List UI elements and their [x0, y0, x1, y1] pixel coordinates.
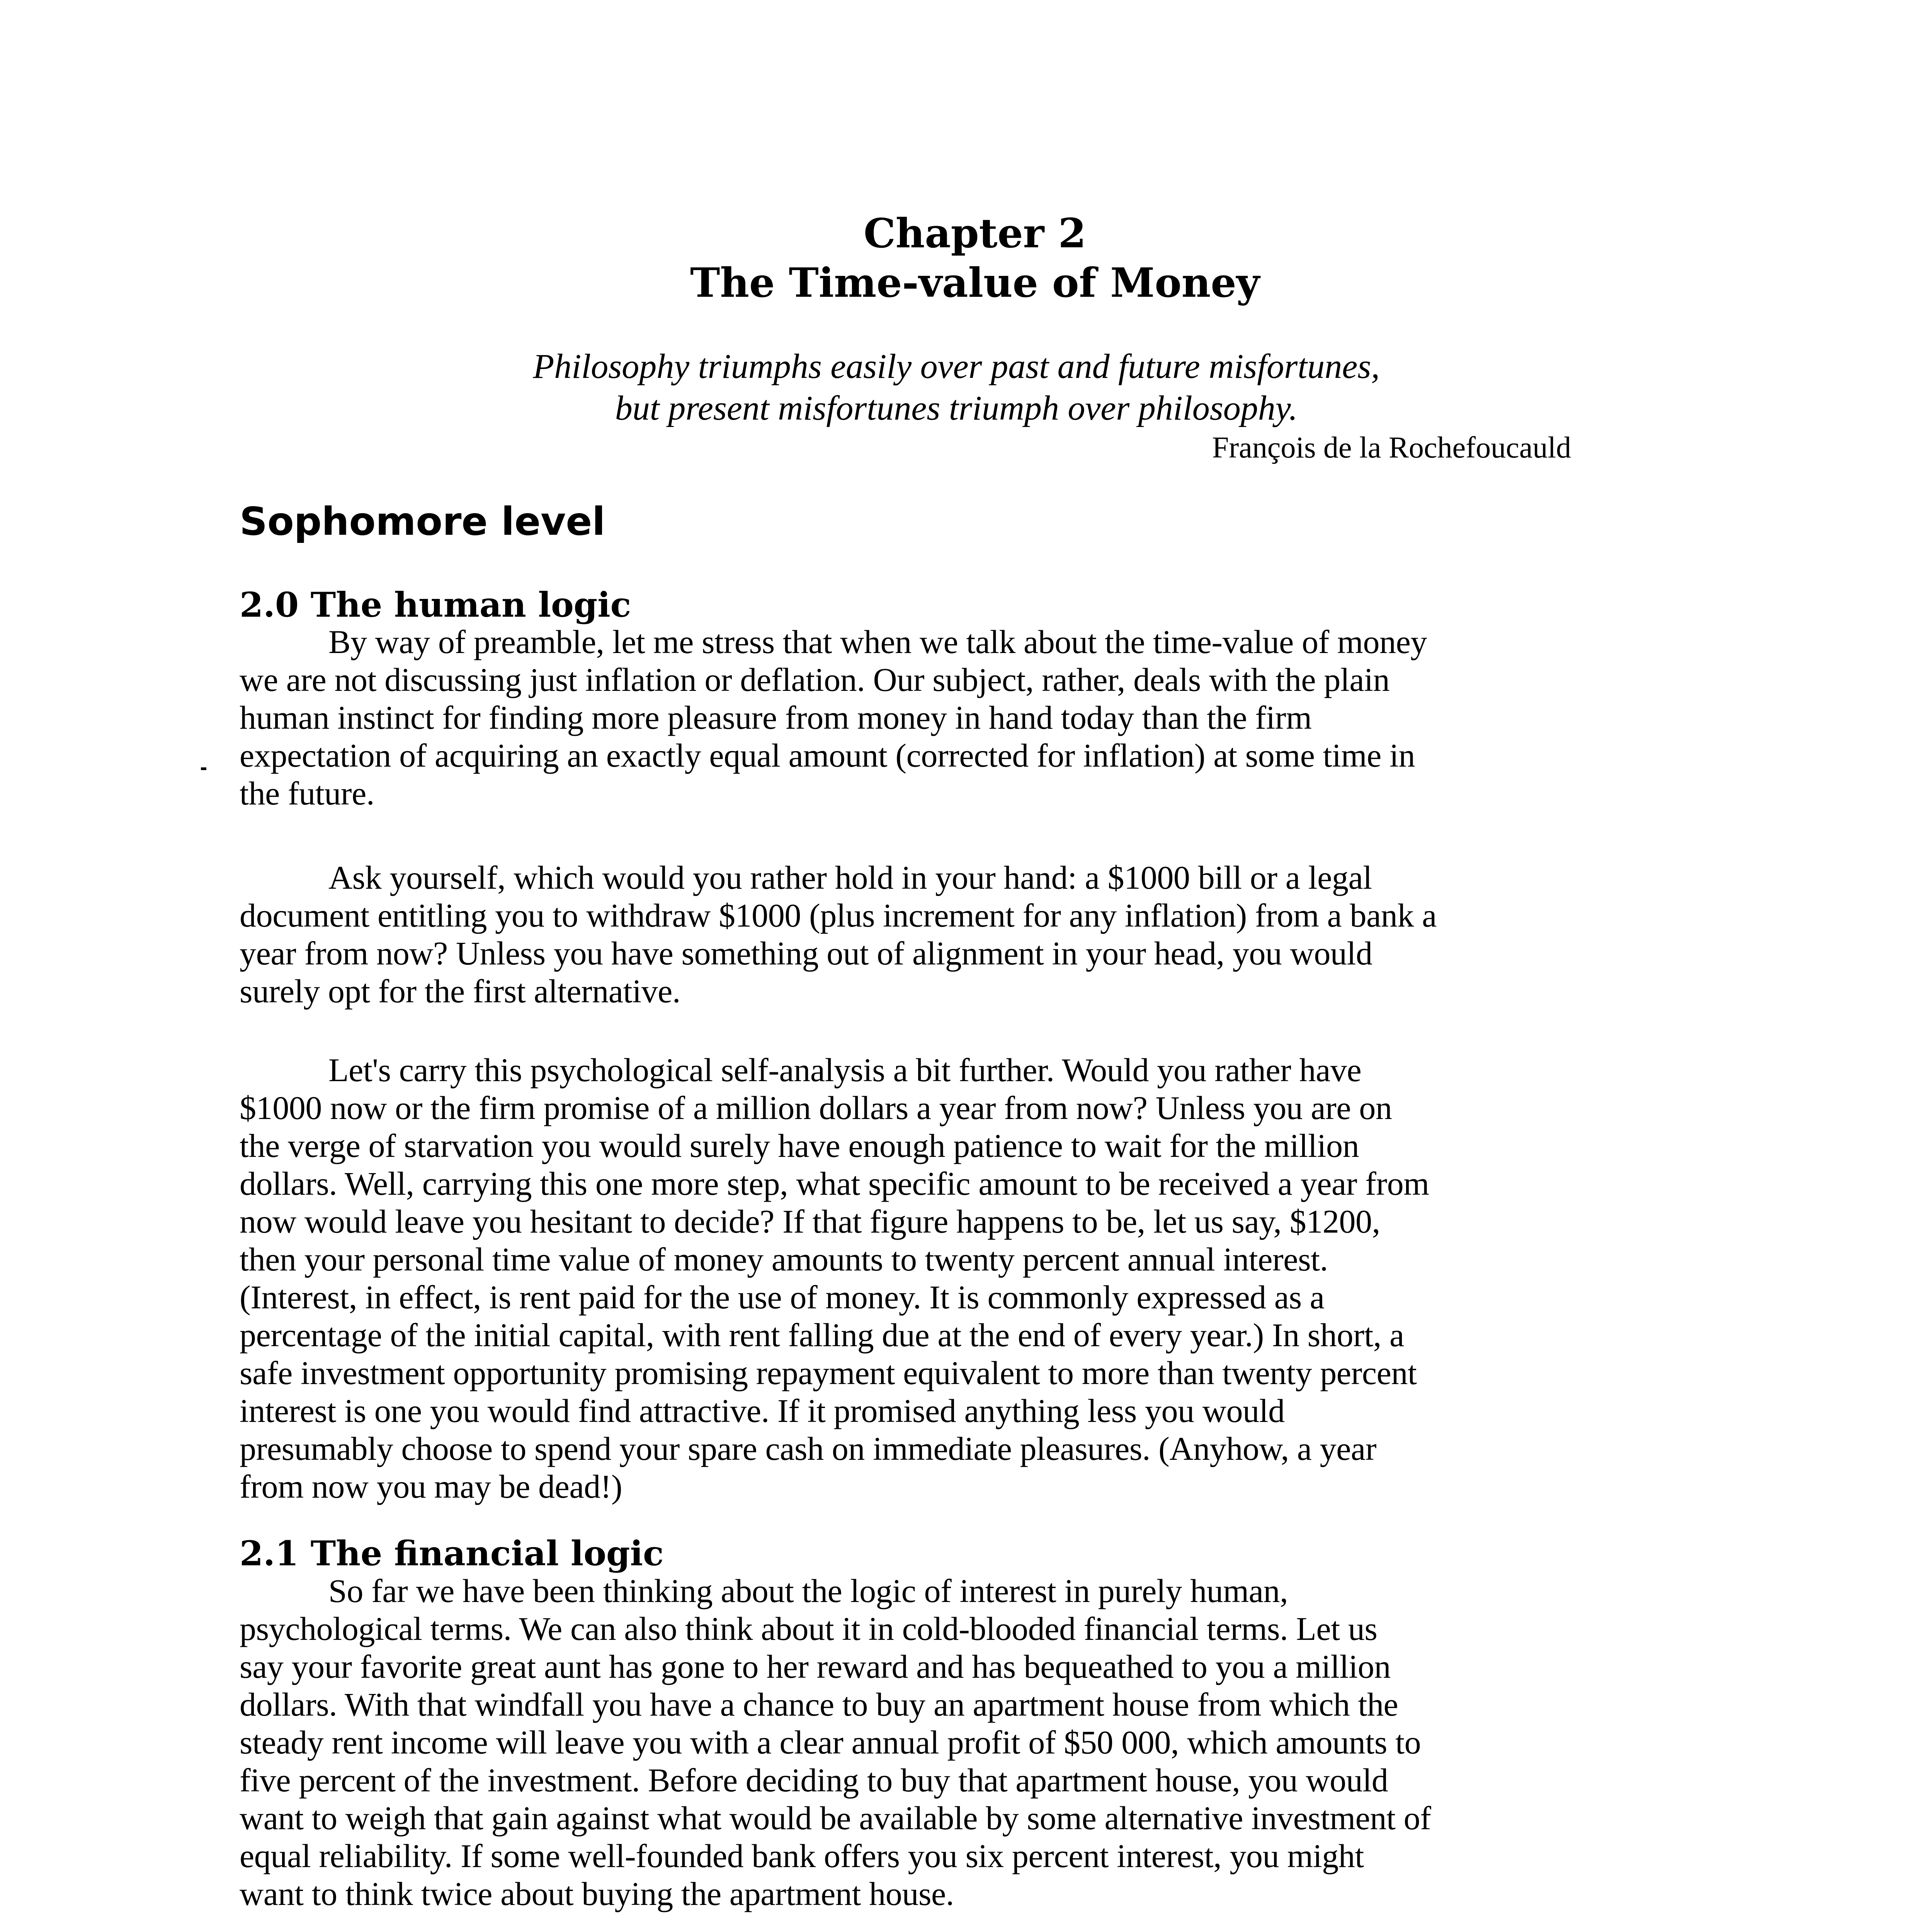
- text-line: Let's carry this psychological self-analysis a bit further. Would you rather have: [328, 1051, 1362, 1088]
- section-heading-2-1: 2.1 The financial logic: [240, 1533, 664, 1573]
- epigraph-line: Philosophy triumphs easily over past and future misfortunes,: [533, 347, 1380, 386]
- paragraph: [240, 859, 1677, 1010]
- text-line: we are not discussing just inflation or deflation. Our subject, rather, deals with the plain: [240, 661, 1390, 698]
- chapter-name: The Time-value of Money: [690, 259, 1260, 306]
- text-line: surely opt for the first alternative.: [240, 973, 681, 1010]
- text-line: from now you may be dead!): [240, 1468, 622, 1505]
- epigraph-line: but present misfortunes triumph over philosophy.: [615, 389, 1298, 427]
- text-line: safe investment opportunity promising repayment equivalent to more than twenty percent: [240, 1354, 1417, 1391]
- text-line: psychological terms. We can also think about it in cold-blooded financial terms. Let us: [240, 1610, 1378, 1647]
- text-line: say your favorite great aunt has gone to her reward and has bequeathed to you a million: [240, 1648, 1391, 1685]
- text-line: then your personal time value of money amounts to twenty percent annual interest.: [240, 1241, 1328, 1278]
- text-line: Ask yourself, which would you rather hold in your hand: a $1000 bill or a legal: [328, 859, 1372, 896]
- text-line: five percent of the investment. Before deciding to buy that apartment house, you would: [240, 1762, 1388, 1799]
- text-line: dollars. With that windfall you have a chance to buy an apartment house from which the: [240, 1686, 1398, 1723]
- text-line: interest is one you would find attractive. If it promised anything less you would: [240, 1392, 1285, 1429]
- epigraph-author: François de la Rochefoucauld: [1212, 430, 1571, 464]
- paragraph: [240, 1051, 1677, 1505]
- text-line: dollars. Well, carrying this one more step, what specific amount to be received a year from: [240, 1165, 1429, 1202]
- paragraph: [240, 1572, 1677, 1913]
- epigraph: [464, 346, 1449, 429]
- text-line: By way of preamble, let me stress that when we talk about the time-value of money: [328, 623, 1427, 660]
- text-line: now would leave you hesitant to decide? If that figure happens to be, let us say, $1200,: [240, 1203, 1380, 1240]
- text-line: equal reliability. If some well-founded bank offers you six percent interest, you might: [240, 1837, 1364, 1874]
- text-line: the future.: [240, 775, 375, 812]
- chapter-number: Chapter 2: [863, 209, 1087, 257]
- text-line: So far we have been thinking about the logic of interest in purely human,: [328, 1572, 1288, 1609]
- text-line: the verge of starvation you would surely have enough patience to wait for the million: [240, 1127, 1359, 1164]
- level-heading: Sophomore level: [240, 499, 605, 544]
- text-line: percentage of the initial capital, with rent falling due at the end of every year.) In short, a: [240, 1316, 1404, 1354]
- text-line: document entitling you to withdraw $1000 (plus increment for any inflation) from a bank a: [240, 897, 1437, 934]
- text-line: expectation of acquiring an exactly equal amount (corrected for inflation) at some time in: [240, 737, 1415, 774]
- text-line: human instinct for finding more pleasure from money in hand today than the firm: [240, 699, 1312, 736]
- margin-mark: [201, 767, 206, 770]
- text-line: steady rent income will leave you with a clear annual profit of $50 000, which amounts to: [240, 1724, 1421, 1761]
- text-line: want to weigh that gain against what would be available by some alternative investment of: [240, 1799, 1431, 1837]
- text-line: year from now? Unless you have something out of alignment in your head, you would: [240, 935, 1372, 972]
- text-line: presumably choose to spend your spare cash on immediate pleasures. (Anyhow, a year: [240, 1430, 1377, 1467]
- text-line: $1000 now or the firm promise of a million dollars a year from now? Unless you are on: [240, 1089, 1392, 1126]
- paragraph: [240, 623, 1677, 812]
- text-line: want to think twice about buying the apartment house.: [240, 1875, 954, 1912]
- text-line: (Interest, in effect, is rent paid for the use of money. It is commonly expressed as a: [240, 1279, 1325, 1316]
- chapter-title: [0, 209, 1932, 308]
- section-heading-2-0: 2.0 The human logic: [240, 585, 631, 625]
